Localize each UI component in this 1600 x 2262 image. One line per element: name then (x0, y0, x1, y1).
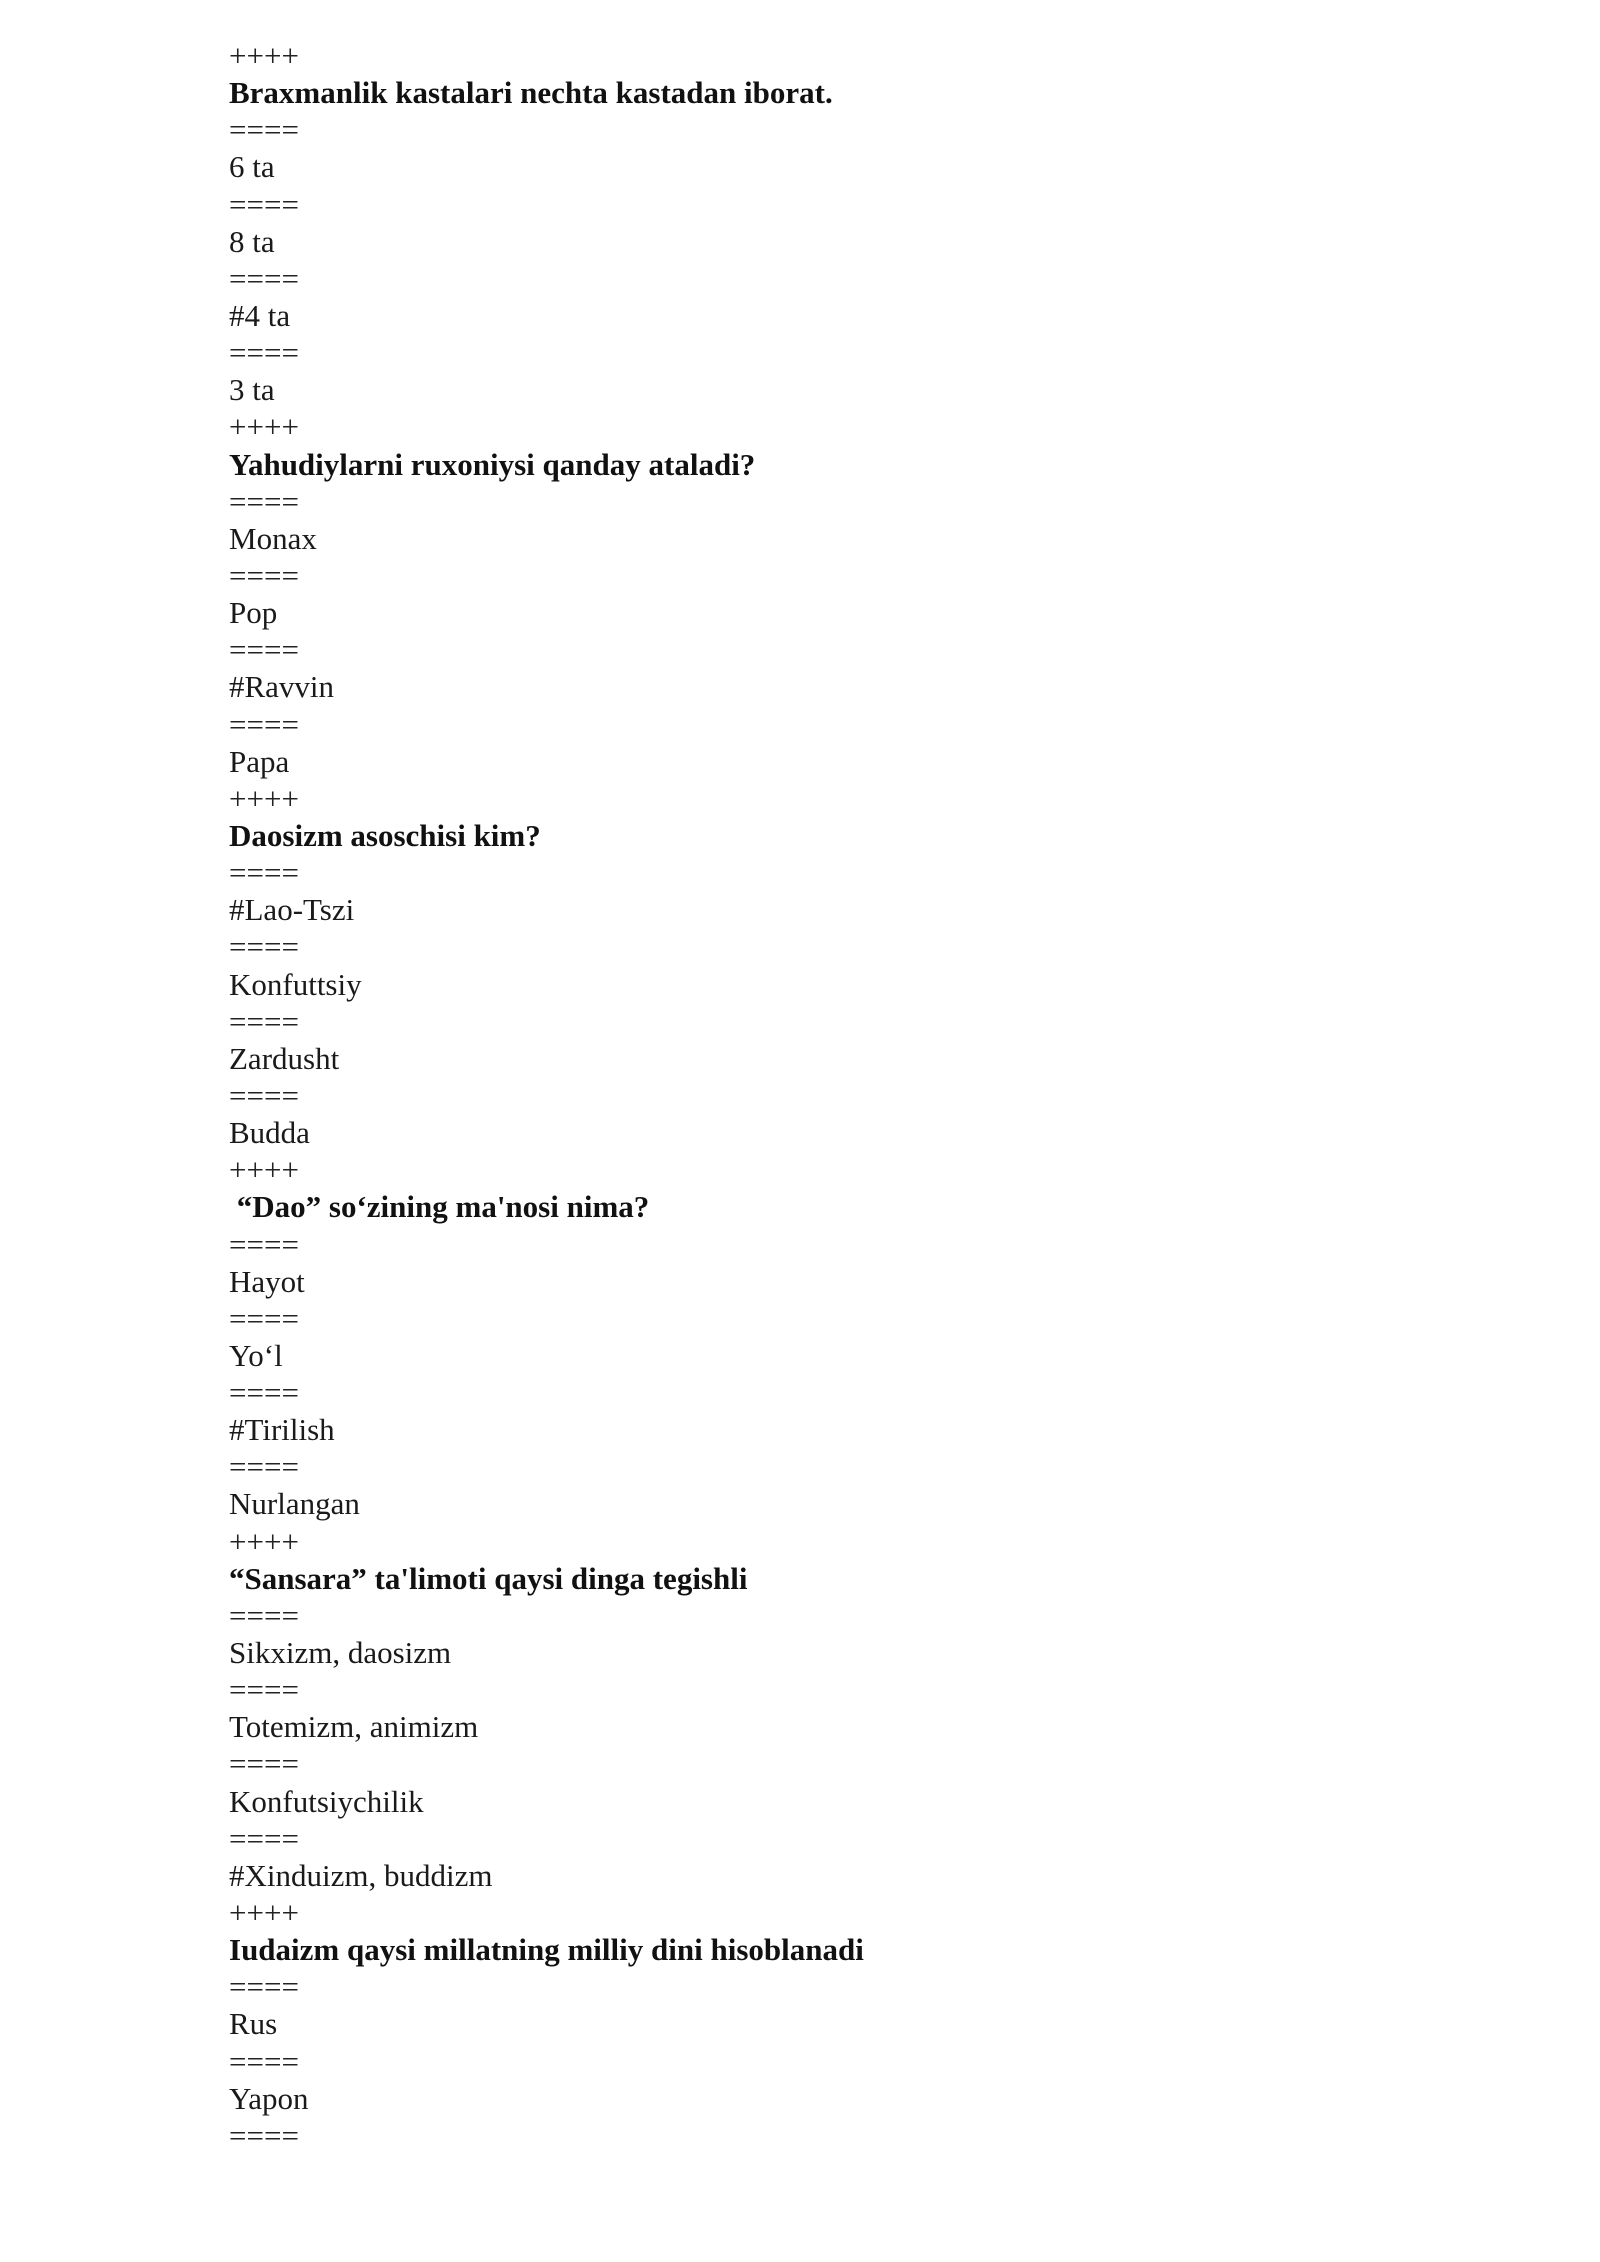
question-text: Yahudiylarni ruxoniysi qanday ataladi? (229, 446, 756, 482)
answer-option: Konfutsiychilik (229, 1783, 424, 1819)
answer-option: Yo‘l (229, 1337, 283, 1373)
question-separator: ++++ (229, 38, 299, 73)
option-separator: ==== (229, 335, 299, 371)
answer-option: Totemizm, animizm (229, 1709, 479, 1745)
option-separator: ==== (229, 632, 299, 668)
answer-option: #Tirilish (229, 1412, 335, 1448)
question-separator: ++++ (229, 1523, 299, 1559)
answer-option: #Ravvin (229, 669, 335, 705)
answer-option: Nurlangan (229, 1486, 360, 1522)
option-separator: ==== (229, 706, 299, 742)
question-text: Daosizm asoschisi kim? (229, 817, 541, 853)
option-separator: ==== (229, 1300, 299, 1336)
option-separator: ==== (229, 557, 299, 593)
question-text: “Sansara” ta'limoti qaysi dinga tegishli (229, 1560, 748, 1596)
option-separator: ==== (229, 1597, 299, 1633)
question-text: Iudaizm qaysi millatning milliy dini hisoblanadi (229, 1932, 864, 1968)
option-separator: ==== (229, 483, 299, 519)
question-separator: ++++ (229, 1152, 299, 1188)
question-separator: ++++ (229, 409, 299, 445)
answer-option: #Lao-Tszi (229, 892, 355, 928)
option-separator: ==== (229, 260, 299, 296)
option-separator: ==== (229, 1746, 299, 1782)
option-separator: ==== (229, 1003, 299, 1039)
answer-option: Budda (229, 1115, 310, 1151)
option-separator: ==== (229, 2117, 299, 2153)
answer-option: 6 ta (229, 149, 275, 185)
answer-option: Konfuttsiy (229, 966, 362, 1002)
question-text: “Dao” so‘zining ma'nosi nima? (229, 1189, 650, 1225)
answer-option: Hayot (229, 1263, 305, 1299)
option-separator: ==== (229, 855, 299, 891)
option-separator: ==== (229, 1672, 299, 1708)
answer-option: Sikxizm, daosizm (229, 1635, 452, 1671)
option-separator: ==== (229, 1449, 299, 1485)
answer-option: Zardusht (229, 1040, 340, 1076)
option-separator: ==== (229, 1375, 299, 1411)
question-separator: ++++ (229, 1895, 299, 1931)
question-text: Braxmanlik kastalari nechta kastadan iborat. (229, 75, 833, 111)
answer-option: Monax (229, 520, 317, 556)
option-separator: ==== (229, 112, 299, 148)
option-separator: ==== (229, 1077, 299, 1113)
option-separator: ==== (229, 929, 299, 965)
option-separator: ==== (229, 1969, 299, 2005)
answer-option: Papa (229, 743, 290, 779)
answer-option: Pop (229, 595, 278, 631)
question-separator: ++++ (229, 780, 299, 816)
answer-option: Yapon (229, 2080, 309, 2116)
answer-option: 8 ta (229, 223, 275, 259)
option-separator: ==== (229, 2043, 299, 2079)
answer-option: 3 ta (229, 372, 275, 408)
option-separator: ==== (229, 1226, 299, 1262)
quiz-text-body (229, 37, 1529, 2154)
option-separator: ==== (229, 186, 299, 222)
answer-option: #Xinduizm, buddizm (229, 1857, 493, 1893)
answer-option: #4 ta (229, 297, 291, 333)
option-separator: ==== (229, 1820, 299, 1856)
answer-option: Rus (229, 2006, 278, 2042)
